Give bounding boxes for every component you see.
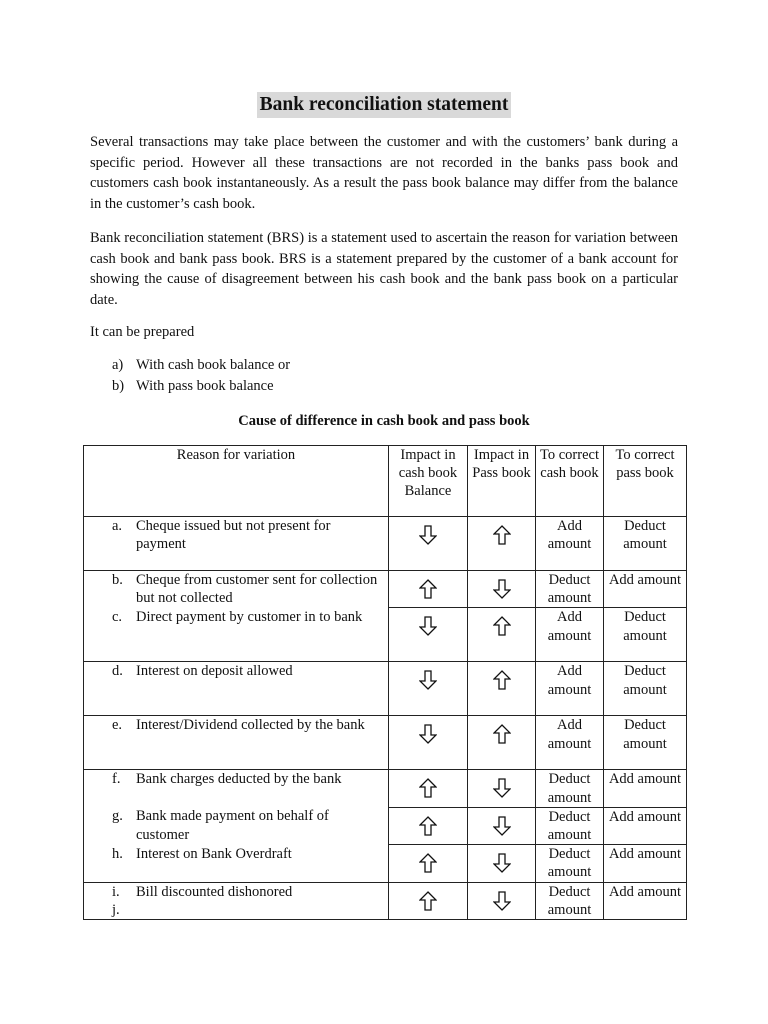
reason-text: Cheque from customer sent for collection but not collected xyxy=(136,572,378,607)
row-letter: f. xyxy=(112,771,121,788)
arrow-up-icon xyxy=(419,853,437,873)
arrow-down-icon xyxy=(493,853,511,873)
row-letter: i. xyxy=(112,883,120,900)
page-title: Bank reconciliation statement xyxy=(257,92,512,118)
correct-pass-cell xyxy=(604,716,687,770)
arrow-down-icon xyxy=(493,778,511,798)
action-text: Deduct amount xyxy=(623,717,667,752)
table-row xyxy=(84,882,687,919)
action-text: Add amount xyxy=(547,717,592,752)
action-text: Deduct amount xyxy=(623,609,667,644)
pass-impact-cell xyxy=(468,608,536,662)
table-row xyxy=(84,845,687,882)
correct-cash-cell xyxy=(536,882,604,919)
correct-cash-cell xyxy=(536,608,604,662)
reason-cell xyxy=(84,770,389,807)
correct-cash-cell xyxy=(536,770,604,807)
reason-cell xyxy=(84,845,389,882)
header-correct-cash: To correct cash book xyxy=(536,446,604,517)
arrow-up-icon xyxy=(493,670,511,690)
correct-cash-cell xyxy=(536,807,604,844)
cash-impact-cell xyxy=(389,882,468,919)
correct-pass-cell xyxy=(604,807,687,844)
arrow-down-icon xyxy=(493,816,511,836)
reason-text: Cheque issued but not present for payment xyxy=(136,518,331,553)
reason-text: Bank charges deducted by the bank xyxy=(136,771,342,788)
arrow-up-icon xyxy=(493,724,511,744)
arrow-up-icon xyxy=(493,525,511,545)
reason-cell xyxy=(84,608,389,662)
action-text: Deduct amount xyxy=(547,771,592,806)
action-text: Add amount xyxy=(547,663,592,698)
reason-cell xyxy=(84,517,389,571)
correct-pass-cell xyxy=(604,845,687,882)
arrow-down-icon xyxy=(419,724,437,744)
pass-impact-cell xyxy=(468,807,536,844)
table-row xyxy=(84,770,687,807)
arrow-up-icon xyxy=(419,891,437,911)
pass-impact-cell xyxy=(468,571,536,608)
table-row xyxy=(84,662,687,716)
preparation-options xyxy=(112,355,290,396)
reason-text: Interest on Bank Overdraft xyxy=(136,845,292,862)
list-item: a) With cash book balance or xyxy=(112,357,291,373)
row-letter: a. xyxy=(112,518,123,534)
action-text: Deduct amount xyxy=(623,663,667,698)
arrow-down-icon xyxy=(419,616,437,636)
pass-impact-cell xyxy=(468,662,536,716)
action-text: Add amount xyxy=(608,572,682,588)
pass-impact-cell xyxy=(468,716,536,770)
reason-text: Direct payment by customer in to bank xyxy=(136,608,363,625)
prepared-paragraph: It can be prepared xyxy=(90,324,195,340)
cash-impact-cell xyxy=(389,807,468,844)
cash-impact-cell xyxy=(389,662,468,716)
table-row xyxy=(84,571,687,608)
arrow-down-icon xyxy=(493,891,511,911)
row-letter: e. xyxy=(112,717,123,734)
intro-paragraph: Several transactions may take place between the customer and with the customers’ bank during a specific period. However all these transactions are not recorded in the banks pass book and customers cash book instantaneously. As a result the pass book balance may differ from the balance in the customer’s cash book. xyxy=(90,134,678,212)
action-text: Add amount xyxy=(547,609,592,644)
correct-pass-cell xyxy=(604,571,687,608)
action-text: Deduct amount xyxy=(547,846,592,881)
header-correct-pass: To correct pass book xyxy=(604,446,687,517)
correct-pass-cell xyxy=(604,517,687,571)
table-header-row xyxy=(84,446,687,517)
arrow-down-icon xyxy=(419,525,437,545)
arrow-up-icon xyxy=(419,816,437,836)
correct-cash-cell xyxy=(536,662,604,716)
correct-pass-cell xyxy=(604,882,687,919)
cash-impact-cell xyxy=(389,770,468,807)
cash-impact-cell xyxy=(389,716,468,770)
action-text: Add amount xyxy=(608,883,682,900)
reason-cell xyxy=(84,662,389,716)
cash-impact-cell xyxy=(389,517,468,571)
reason-cell xyxy=(84,882,389,919)
arrow-up-icon xyxy=(493,616,511,636)
correct-cash-cell xyxy=(536,845,604,882)
row-letter: b. xyxy=(112,572,123,588)
header-cash-impact: Impact in cash book Balance xyxy=(389,446,468,517)
correct-pass-cell xyxy=(604,770,687,807)
correct-cash-cell xyxy=(536,571,604,608)
correct-pass-cell xyxy=(604,608,687,662)
cash-impact-cell xyxy=(389,571,468,608)
row-letter: d. xyxy=(112,663,123,680)
table-row xyxy=(84,517,687,571)
arrow-down-icon xyxy=(419,670,437,690)
header-pass-impact: Impact in Pass book xyxy=(468,446,536,517)
header-reason: Reason for variation xyxy=(84,446,389,517)
action-text: Deduct amount xyxy=(623,518,667,553)
pass-impact-cell xyxy=(468,882,536,919)
reason-text: Interest/Dividend collected by the bank xyxy=(136,717,365,734)
row-letter: j. xyxy=(112,901,120,918)
reason-text: Bank made payment on behalf of customer xyxy=(136,808,329,843)
table-title: Cause of difference in cash book and pass book xyxy=(238,413,530,429)
row-letter: c. xyxy=(112,608,123,625)
table-row xyxy=(84,716,687,770)
variation-table xyxy=(83,445,687,920)
table-row xyxy=(84,807,687,844)
action-text: Add amount xyxy=(547,518,592,553)
arrow-up-icon xyxy=(419,579,437,599)
correct-cash-cell xyxy=(536,716,604,770)
pass-impact-cell xyxy=(468,770,536,807)
reason-text: Bill discounted dishonored xyxy=(136,883,293,900)
arrow-down-icon xyxy=(493,579,511,599)
action-text: Deduct amount xyxy=(547,572,592,607)
table-row xyxy=(84,608,687,662)
reason-cell xyxy=(84,571,389,608)
action-text: Add amount xyxy=(608,771,682,788)
list-item: b) With pass book balance xyxy=(112,377,274,394)
reason-cell xyxy=(84,716,389,770)
action-text: Deduct amount xyxy=(547,808,592,844)
row-letter: h. xyxy=(112,845,123,862)
correct-cash-cell xyxy=(536,517,604,571)
pass-impact-cell xyxy=(468,517,536,571)
pass-impact-cell xyxy=(468,845,536,882)
action-text: Add amount xyxy=(608,846,682,863)
correct-pass-cell xyxy=(604,662,687,716)
action-text: Add amount xyxy=(608,808,682,825)
cash-impact-cell xyxy=(389,845,468,882)
brs-definition-paragraph: Bank reconciliation statement (BRS) is a statement used to ascertain the reason for variation between cash book and bank pass book. BRS is a statement prepared by the customer of a bank account for showing the cause of disagreement between his cash book and the bank pass book on a particular date. xyxy=(90,230,678,308)
action-text: Deduct amount xyxy=(547,883,592,918)
reason-cell xyxy=(84,807,389,844)
reason-text: Interest on deposit allowed xyxy=(136,663,293,680)
row-letter: g. xyxy=(112,808,123,825)
arrow-up-icon xyxy=(419,778,437,798)
cash-impact-cell xyxy=(389,608,468,662)
